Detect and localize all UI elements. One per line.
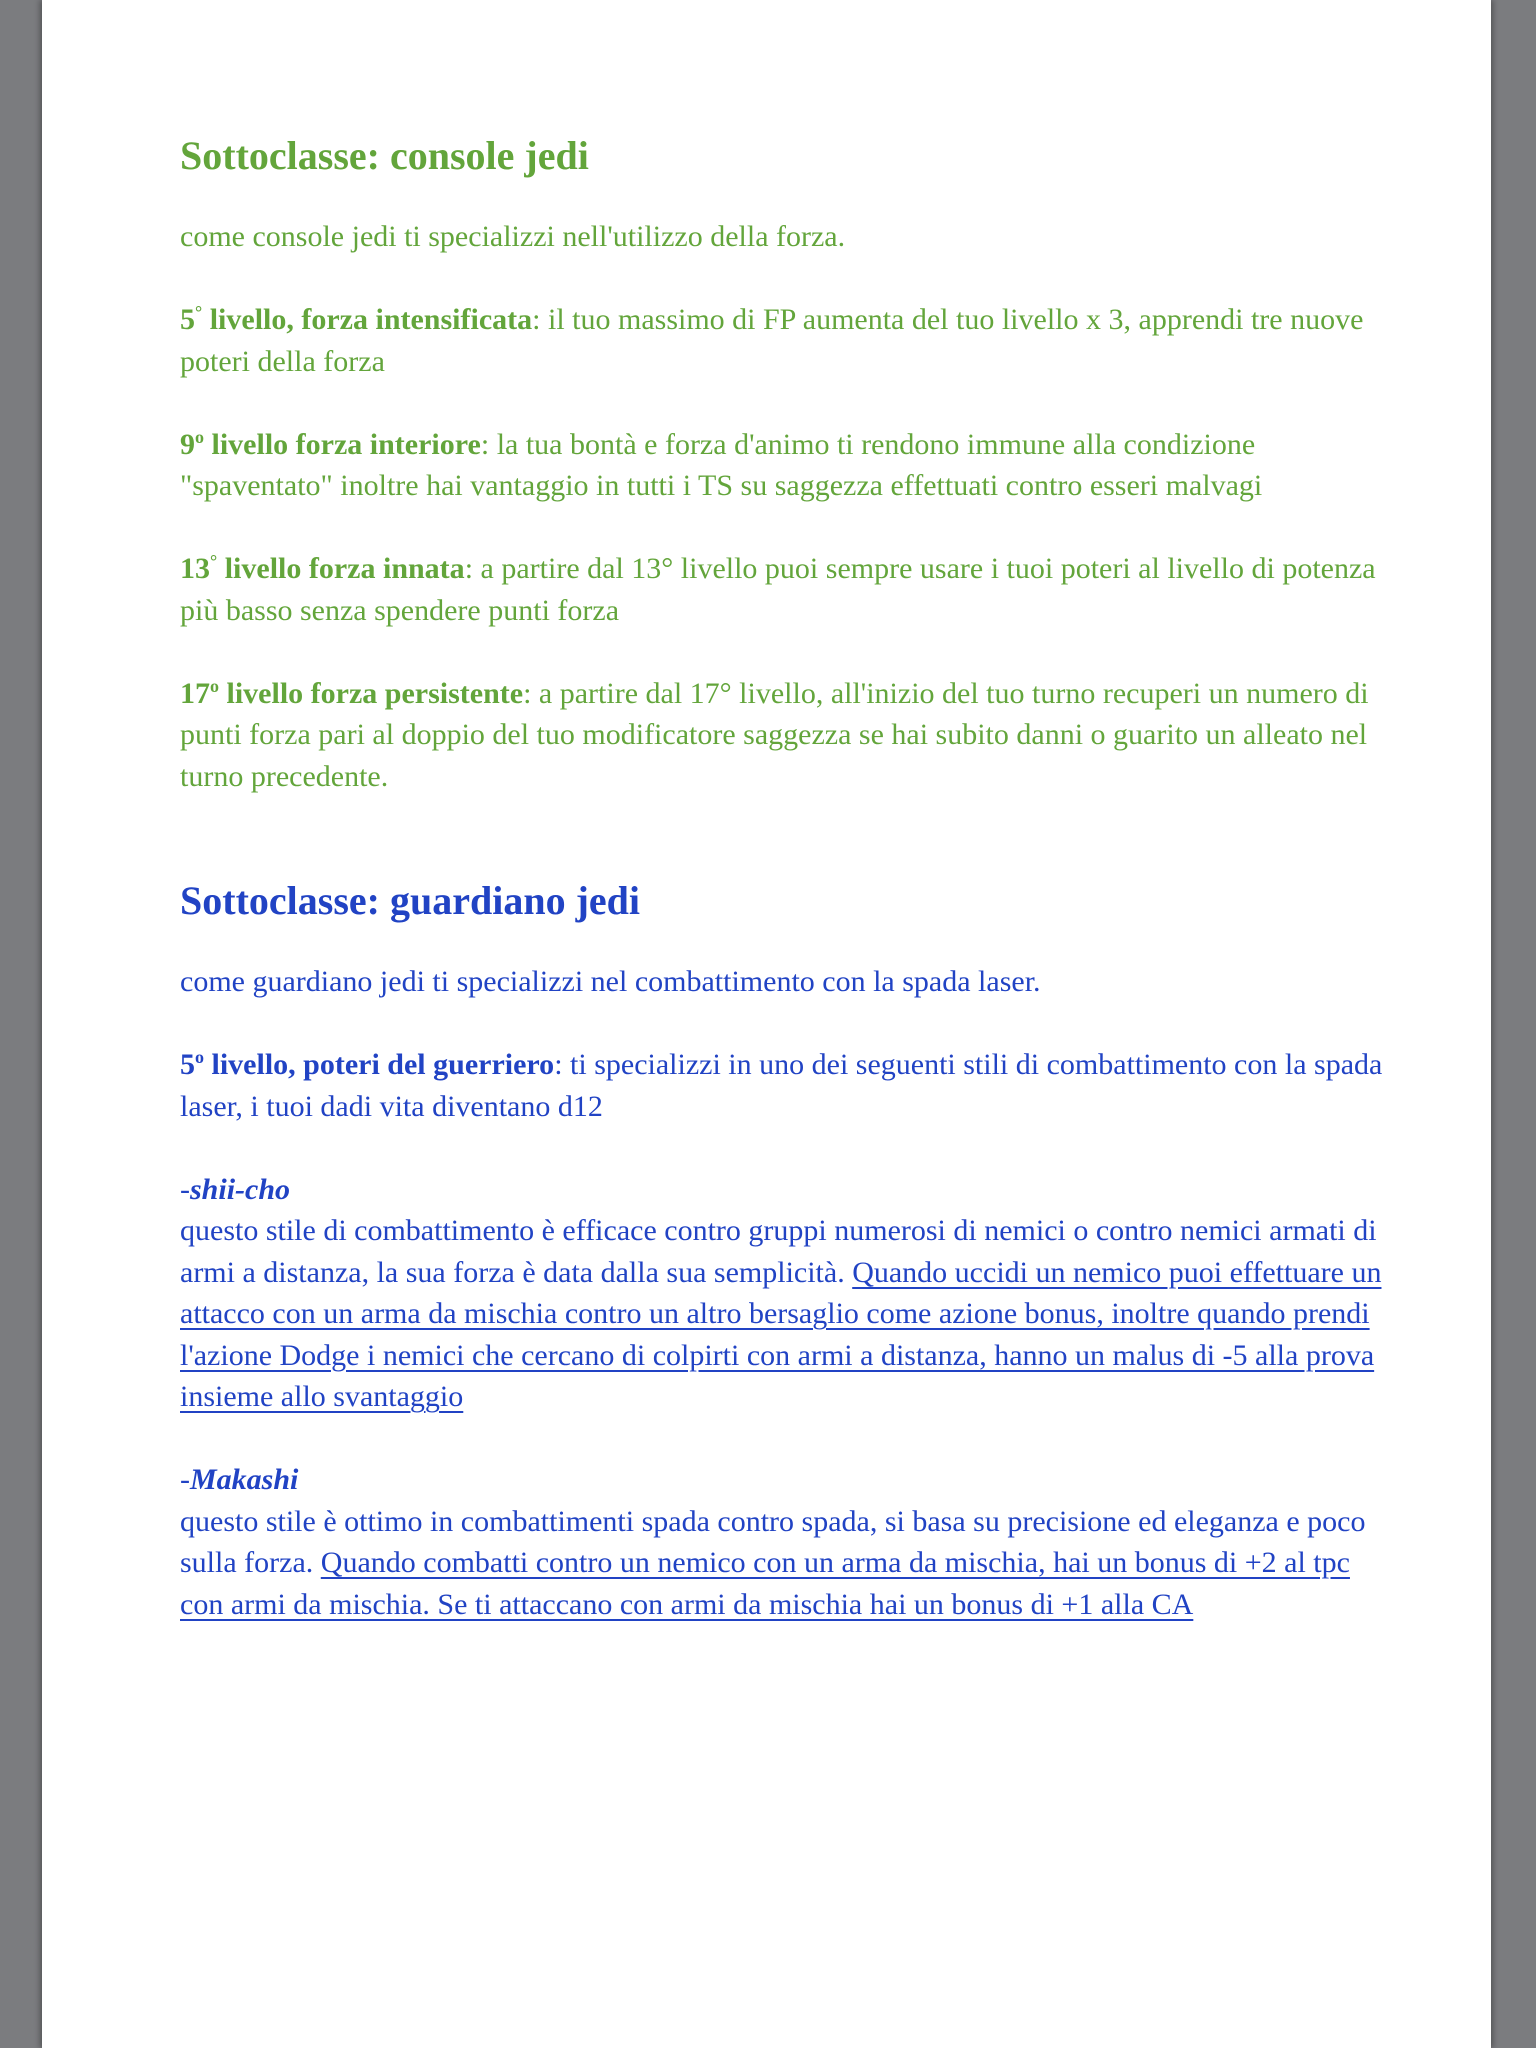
console-feature-level-5: 5° livello, forza intensificata: il tuo massimo di FP aumenta del tuo livello x 3, apprendi tre nuove poteri della forza (180, 302, 1364, 378)
feature-heading: 9$^o$ livello forza interiore (180, 426, 481, 461)
console-jedi-title: Sottoclasse: console jedi (180, 133, 589, 178)
guardiano-jedi-section (180, 877, 1400, 1625)
style-name: shii-cho (190, 1172, 291, 1206)
feature-text: ti specializzi in uno dei seguenti stili di combattimento con la spada laser, i tuoi dadi vita diventano d12 (180, 1048, 1383, 1123)
document-content (180, 132, 1400, 1625)
console-feature-level-13: 13° livello forza innata: a partire dal 13° livello puoi sempre usare i tuoi poteri al livello di potenza più basso senza spendere punti forza (180, 551, 1376, 627)
feature-text: a partire dal 17° livello, all'inizio del tuo turno recuperi un numero di punti forza pari al doppio del tuo modificatore saggezza se hai subito danni o guarito un alleato nel turno precedente. (180, 676, 1369, 793)
feature-heading: 5$^o$ livello, poteri del guerriero (180, 1047, 555, 1081)
console-jedi-intro: come console jedi ti specializzi nell'utilizzo della forza. (180, 220, 846, 253)
guardian-feature-level-5: 5$^o$ livello, poteri del guerriero: ti specializzi in uno dei seguenti stili di combattimento con la spada laser, i tuoi dadi vita diventano d12 (180, 1047, 1383, 1123)
guardiano-jedi-intro: come guardiano jedi ti specializzi nel combattimento con la spada laser. (180, 965, 1041, 998)
feature-heading: 13° livello forza innata (180, 551, 465, 585)
console-feature-level-9: 9$^o$ livello forza interiore: la tua bontà e forza d'animo ti rendono immune alla condizione "spaventato" inoltre hai vantaggio in tutti i TS su saggezza effettuati contro esseri malvagi (180, 426, 1263, 502)
feature-text: la tua bontà e forza d'animo ti rendono immune alla condizione "spaventato" inoltre hai vantaggio in tutti i TS su saggezza effettuati contro esseri malvagi (180, 427, 1263, 502)
style-shii-cho-description: questo stile di combattimento è efficace contro gruppi numerosi di nemici o contro nemici armati di armi a distanza, la sua forza è data dalla sua semplicità. Quando uccidi un nemico puoi effettuare un attacco con un arma da mischia contro un altro bersaglio come azione bonus, inoltre quando prendi l'azione Dodge i nemici che cercano di colpirti con armi a distanza, hanno un malus di -5 alla prova insieme allo svantaggio (180, 1214, 1382, 1413)
style-makashi-description: questo stile è ottimo in combattimenti spada contro spada, si basa su precisione ed eleganza e poco sulla forza. Quando combatti contro un nemico con un arma da mischia, hai un bonus di +2 al tpc con armi da mischia. Se ti attaccano con armi da mischia hai un bonus di +1 alla CA (180, 1504, 1366, 1621)
underlined-rule-text: Quando combatti contro un nemico con un arma da mischia, hai un bonus di +2 al tpc con armi da mischia. Se ti attaccano con armi da mischia hai un bonus di +1 alla CA (180, 1546, 1350, 1621)
style-shii-cho-heading: -shii-cho (180, 1172, 291, 1206)
guardiano-jedi-title: Sottoclasse: guardiano jedi (180, 878, 640, 923)
console-jedi-section (180, 132, 1400, 797)
feature-text: a partire dal 13° livello puoi sempre usare i tuoi poteri al livello di potenza più basso senza spendere punti forza (180, 552, 1376, 627)
console-feature-level-17: 17$^o$ livello forza persistente: a partire dal 17° livello, all'inizio del tuo turno recuperi un numero di punti forza pari al doppio del tuo modificatore saggezza se hai subito danni o guarito un alleato nel turno precedente. (180, 675, 1369, 793)
feature-heading: 5° livello, forza intensificata (180, 302, 533, 336)
underlined-rule-text: Quando uccidi un nemico puoi effettuare un attacco con un arma da mischia contro un altro bersaglio come azione bonus, inoltre quando prendi l'azione Dodge i nemici che cercano di colpirti con armi a distanza, hanno un malus di -5 alla prova insieme allo svantaggio (180, 1255, 1382, 1413)
feature-heading: 17$^o$ livello forza persistente (180, 675, 524, 710)
feature-text: il tuo massimo di FP aumenta del tuo livello x 3, apprendi tre nuove poteri della forza (180, 303, 1364, 378)
document-page (42, 0, 1491, 2048)
style-makashi-heading: -Makashi (180, 1463, 299, 1496)
style-name: Makashi (190, 1463, 299, 1496)
